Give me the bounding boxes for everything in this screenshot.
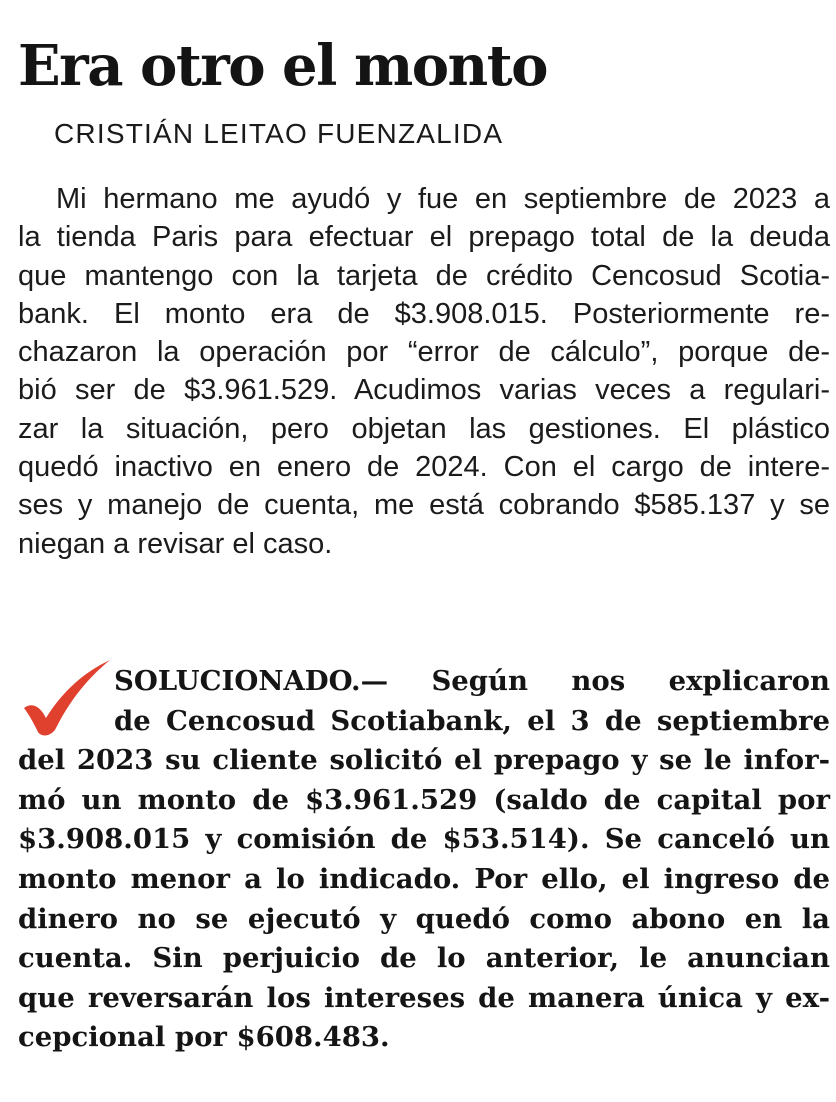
article [18, 28, 830, 563]
complaint-line: ses y manejo de cuenta, me está cobrando $585.137 y se [18, 489, 830, 522]
complaint-text [18, 180, 830, 563]
response-line: $3.908.015 y comisión de $53.514). Se canceló un [18, 823, 830, 856]
response-line: del 2023 su cliente solicitó el prepago y se le infor- [18, 744, 830, 777]
complaint-line: la tienda Paris para efectuar el prepago total de la deuda [18, 221, 830, 254]
complaint-line: bank. El monto era de $3.908.015. Posteriormente re- [18, 297, 830, 330]
complaint-line: quedó inactivo en enero de 2024. Con el cargo de intere- [18, 451, 830, 484]
complaint-line: Mi hermano me ayudó y fue en septiembre de 2023 a [56, 183, 830, 215]
byline: CRISTIÁN LEITAO FUENZALIDA [54, 118, 504, 149]
response-line: monto menor a lo indicado. Por ello, el ingreso de [18, 862, 830, 895]
complaint-line: zar la situación, pero objetan las gestiones. El plástico [18, 412, 830, 445]
response-line: mó un monto de $3.961.529 (saldo de capital por [18, 783, 830, 816]
response-line: dinero no se ejecutó y quedó como abono en la [18, 902, 830, 935]
response-line: que reversarán los intereses de manera única y ex- [18, 981, 830, 1014]
complaint-line: niegan a revisar el caso. [18, 527, 333, 560]
response-text [18, 662, 830, 1058]
complaint-line: que mantengo con la tarjeta de crédito Cencosud Scotia- [18, 259, 830, 292]
complaint-line: chazaron la operación por “error de cálculo”, porque de- [18, 336, 830, 369]
headline: Era otro el monto [18, 33, 547, 99]
response-line: cepcional por $608.483. [18, 1021, 390, 1054]
response-line: SOLUCIONADO.— Según nos explicaron [114, 665, 830, 697]
complaint-line: bió ser de $3.961.529. Acudimos varias veces a regulari- [18, 374, 830, 407]
response-line: de Cencosud Scotiabank, el 3 de septiembre [114, 704, 830, 737]
response-line: cuenta. Sin perjuicio de lo anterior, le anuncian [18, 942, 830, 975]
